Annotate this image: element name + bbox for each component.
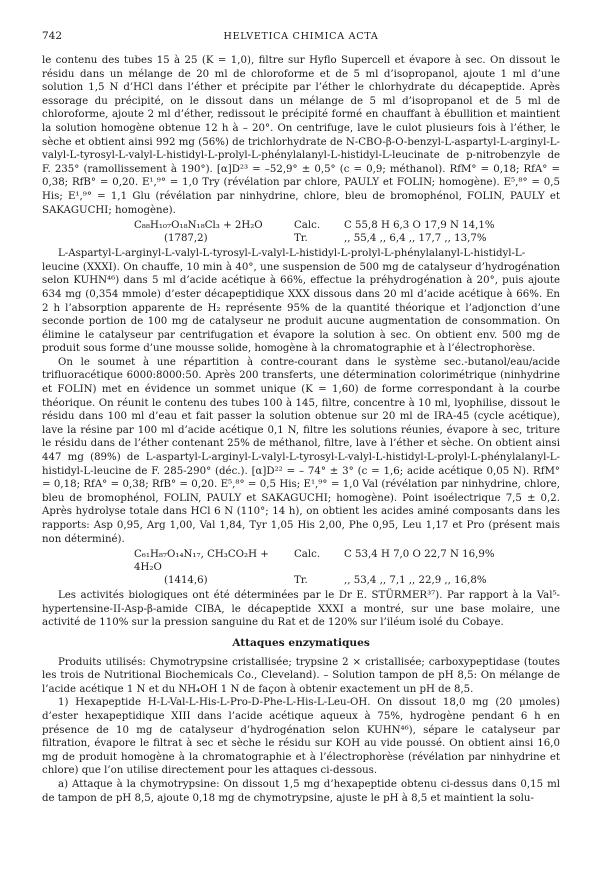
molecular-formula: C₈₈H₁₀₇O₁₈N₁₈Cl₃ + 2H₂O: [134, 220, 263, 232]
paragraph: On le soumet à une répartition à contre-courant dans le système sec.-butanol/eau/acide trifluoracétique 6000:8000:50. Après 200 transferts, une détermination colorimétrique (ninhydrine et FOLIN) met en évidence un sommet unique (K = 1,60) de forme correspondant à la courbe théorique. On réunit le contenu des tubes 100 à 145, filtre, concentre à 10 ml, lyophilise, dissout le résidu dans 100 ml d’eau et fait passer la solution obtenue sur 20 ml de IRA-45 (cycle acétique), lave la résine par 100 ml d’acide acétique 0,1 N, filtre les solutions réunies, évapore à sec, triture le résidu dans de l’éther contenant 25% de méthanol, filtre, lave à l’éther et sèche. On obtient ainsi 447 mg (89%) de L-aspartyl-L-arginyl-L-valyl-L-tyrosyl-L-valyl-L-histidyl-L-prolyl-L-phénylalanyl-L-histidyl-L-leucine de F. 285-290° (déc.). [α]D²² = – 74° ± 3° (c = 1,6; acide acétique 0,05 N). RfM° = 0,18; RfA° = 0,38; RfB° = 0,20. E⁵,⁸° = 0,5 His; E¹,⁹° = 1,0 Val (révélation par ninhydrine, chlore, bleu de bromophénol, FOLIN, PAULY et SAKAGUCHI; homogène). Point isoélectrique 7,5 ± 0,2. Après hydrolyse totale dans HCl 6 N (110°; 14 h), on obtient les acides aminé composants dans les rapports: Asp 0,95, Arg 1,00, Val 1,84, Tyr 1,05 His 2,00, Phe 0,95, Leu 1,17 et Pro (présent mais non déterminé).: [42, 356, 560, 545]
section-title: Attaques enzymatiques: [232, 636, 370, 649]
calc-values: C 53,4 H 7,0 O 22,7 N 16,9%: [344, 549, 495, 561]
page-number: 742: [42, 30, 63, 42]
paragraph: Les activités biologiques ont été déterminées par le Dr E. STÜRMER³⁷). Par rapport à la Val⁵-hypertensine-II-Asp-β-amide CIBA, le décapeptide XXXI a montré, sur une base molaire, une activité de 110% sur la pression sanguine du Rat et de 120% sur l’iléum isolé du Cobaye.: [42, 590, 560, 629]
paragraph: L-Aspartyl-L-arginyl-L-valyl-L-tyrosyl-L-valyl-L-histidyl-L-prolyl-L-phénylalanyl-L-histidyl-L-leucine (XXXI). On chauffe, 10 min à 40°, une suspension de 500 mg de catalyseur d’hydrogénation selon KUHN⁴⁶) dans 5 ml d’acide acétique à 66%, effectue la préhydrogénation à 20°, puis ajoute 634 mg (0,354 mmole) d’ester décapeptidique XXX dissous dans 20 ml d’acide acétique à 66%. En 2 h l’absorption apparente de H₂ représente 95% de la quantité théorique et l’adjonction d’une seconde portion de 100 mg de catalyseur ne produit aucune augmentation de consommation. On élimine le catalyseur par centrifugation et évapore la solution à sec. On obtient env. 500 mg de produit sous forme d’une mousse solide, homogène à la chromatographie et à l’électrophorèse.: [42, 248, 560, 355]
elemental-analysis-2: [134, 548, 560, 587]
calc-label: Calc.: [294, 549, 321, 561]
calc-values: C 55,8 H 6,3 O 17,9 N 14,1%: [344, 220, 495, 232]
found-label: Tr.: [294, 575, 308, 587]
paragraph: le contenu des tubes 15 à 25 (K = 1,0), filtre sur Hyflo Supercell et évapore à sec. On dissout le résidu dans un mélange de 20 ml de chloroforme et de 5 ml d’isopropanol, ajoute 1 ml d’une solution 1,5 N d’HCl dans l’éther et précipite par l’éther le chlorhydrate du décapeptide. Après essorage du précipité, on le dissout dans un mélange de 5 ml d’isopropanol et de 5 ml de chloroforme, ajoute 2 ml d’éther, redissout le précipité formé en chauffant à ébullition et maintient la solution homogène obtenue 12 h à – 20°. On centrifuge, lave le culot plusieurs fois à l’éther, le sèche et obtient ainsi 992 mg (56%) de trichlorhydrate de N-CBO-β-O-benzyl-L-aspartyl-L-arginyl-L-valyl-L-tyrosyl-L-valyl-L-histidyl-L-prolyl-L-phénylalanyl-L-histidyl-L-leucinate de p-nitrobenzyle de F. 235° (ramollissement à 190°). [α]D²³ = –52,9° ± 0,5° (c = 0,9; méthanol). RfM° = 0,18; RfA° = 0,38; RfB° = 0,20. E¹,⁹° = 1,0 Try (révélation par chlore, PAULY et FOLIN; homogène). E⁵,⁸° = 0,5 His; E¹,⁹° = 1,1 Glu (révélation par ninhydrine, chlore, bleu de bromophénol, FOLIN, PAULY et SAKAGUCHI; homogène).: [42, 55, 560, 216]
paragraph: a) Attaque à la chymotrypsine: On dissout 1,5 mg d’hexapeptide obtenu ci-dessus dans 0,15 ml de tampon de pH 8,5, ajoute 0,18 mg de chymotrypsine, ajuste le pH à 8,5 et maintient la solu-: [42, 778, 560, 804]
page-header: [42, 30, 560, 46]
journal-title: HELVETICA CHIMICA ACTA: [223, 31, 379, 42]
found-label: Tr.: [294, 233, 308, 245]
elemental-analysis-1: [134, 219, 560, 245]
molecular-weight: (1787,2): [164, 233, 208, 245]
paragraph: Produits utilisés: Chymotrypsine cristallisée; trypsine 2 × cristallisée; carboxypeptidase (toutes les trois de Nutritional Biochemicals Co., Cleveland). – Solution tampon de pH 8,5: On mélange de l’acide acétique 1 N et du NH₄OH 1 N de façon à obtenir exactement un pH de 8,5.: [42, 656, 560, 695]
document-page: [42, 0, 560, 805]
calc-label: Calc.: [294, 220, 321, 232]
found-values: ,, 53,4 ,, 7,1 ,, 22,9 ,, 16,8%: [344, 575, 487, 587]
molecular-formula: C₆₁H₈₇O₁₄N₁₇, CH₃CO₂H + 4H₂O: [134, 549, 269, 574]
found-values: ,, 55,4 ,, 6,4 ,, 17,7 ,, 13,7%: [344, 233, 487, 245]
paragraph: 1) Hexapeptide H-L-Val-L-His-L-Pro-D-Phe-L-His-L-Leu-OH. On dissout 18,0 mg (20 μmoles) d’ester hexapeptidique XIII dans l’acide acétique aqueux à 75%, hydrogène pendant 6 h en présence de 10 mg de catalyseur d’hydrogénation selon KUHN⁴⁶), sépare le catalyseur par filtration, évapore le filtrat à sec et sèche le résidu sur KOH au vide poussé. On obtient ainsi 16,0 mg de produit homogène à la chromatographie et à l’électrophorèse (révélation par ninhydrine et chlore) que l’on utilise directement pour les attaques ci-dessous.: [42, 697, 560, 777]
molecular-weight: (1414,6): [164, 575, 208, 587]
